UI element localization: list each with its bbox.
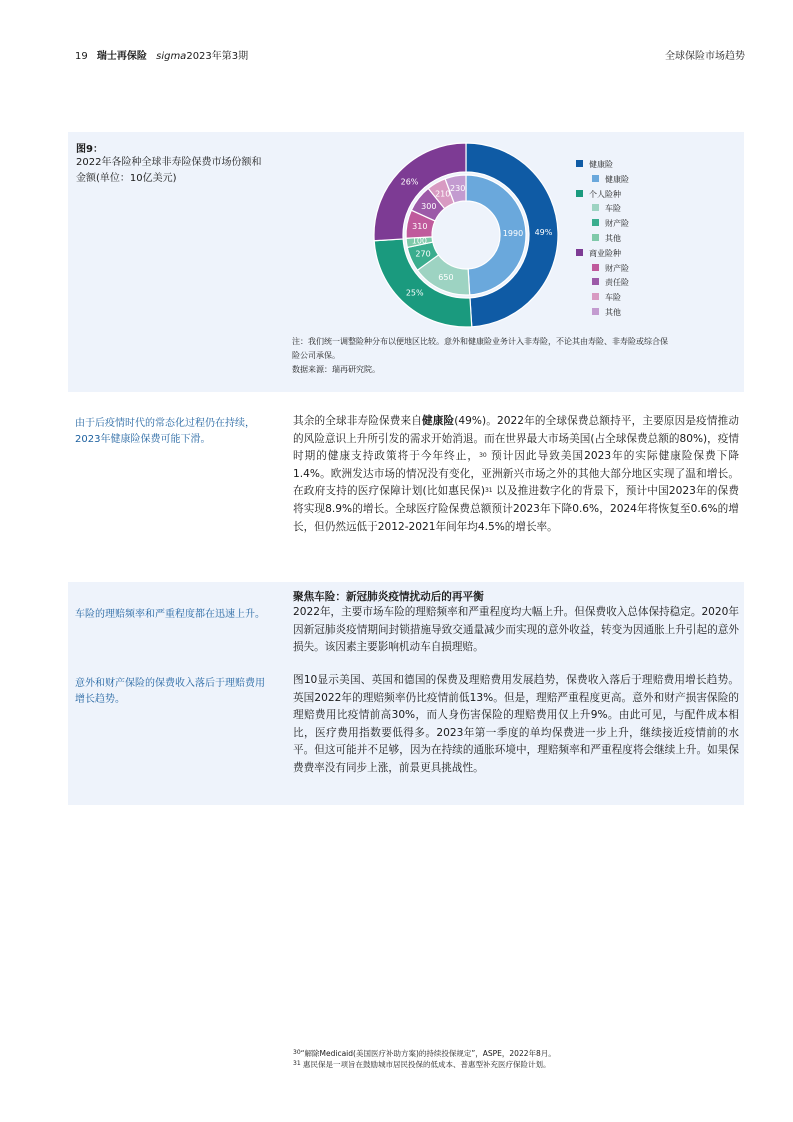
motor-paragraph-2: 图10显示美国、英国和德国的保费及理赔费用发展趋势，保费收入落后于理赔费用增长趋势。英国2022年的理赔频率仍比疫情前低13%。但是，理赔严重程度更高。意外和财产损害保险的理赔费用比疫情前高30%，而人身伤害保险的理赔费用仅上升9%。由此可见，与配件成本相比，医疗费用指数要低得多。2023年第一季度的单均保费进一步上升，继续接近疫情前的水平。但这可能并不足够，因为在持续的通胀环境中，理赔频率和严重程度将会继续上升。如果保费费率没有同步上涨，前景更具挑战性。 xyxy=(293,674,739,774)
footnote-text: 惠民保是一项旨在鼓励城市居民投保的低成本、普惠型补充医疗保险计划。 xyxy=(303,1060,551,1069)
legend-swatch xyxy=(592,175,599,182)
legend-swatch xyxy=(576,160,583,167)
legend-swatch xyxy=(592,293,599,300)
legend-item xyxy=(576,188,629,203)
footnote-ref-31[interactable]: 31 xyxy=(484,487,493,495)
sidebar-note-health: 由于后疫情时代的常态化过程仍在持续，2023年健康险保费可能下滑。 xyxy=(75,418,255,445)
legend-label: 个人险种 xyxy=(589,189,621,199)
outer-slice-label-2: 26% xyxy=(400,177,419,187)
inner-slice-label-3: 100 xyxy=(411,236,428,246)
legend-label: 车险 xyxy=(605,204,621,214)
note-line: 注：我们统一调整险种分布以便地区比较。意外和健康险业务计入非寿险，不论其由寿险、非寿险或综合保 xyxy=(292,337,668,346)
legend-item xyxy=(576,217,629,232)
sidebar-note-motor-claims: 车险的理赔频率和严重程度都在迅速上升。 xyxy=(75,609,265,620)
legend-item xyxy=(576,232,629,247)
section-title: 全球保险市场趋势 xyxy=(665,51,745,62)
inner-slice-label-2: 270 xyxy=(415,249,431,259)
figure-number: 图9： xyxy=(76,144,103,155)
legend-label: 财产险 xyxy=(605,263,629,273)
figure-title: 2022年各险种全球非寿险保费市场份额和金额(单位：10亿美元) xyxy=(76,157,262,184)
legend-swatch xyxy=(576,249,583,256)
legend-label: 其他 xyxy=(605,233,621,243)
outer-slice-label-0: 49% xyxy=(534,228,553,238)
legend-swatch xyxy=(592,219,599,226)
legend-item xyxy=(576,291,629,306)
inner-slice-label-0: 1990 xyxy=(502,229,524,239)
legend-swatch xyxy=(592,308,599,315)
legend-swatch xyxy=(592,234,599,241)
motor-section-heading: 聚焦车险：新冠肺炎疫情扰动后的再平衡 xyxy=(293,591,484,603)
legend-swatch xyxy=(592,278,599,285)
series-name: sigma xyxy=(156,51,187,62)
legend-item xyxy=(576,306,629,321)
page-header xyxy=(75,47,745,63)
legend-label: 其他 xyxy=(605,307,621,317)
motor-paragraph-1: 2022年，主要市场车险的理赔频率和严重程度均大幅上升。但保费收入总体保持稳定。2020年因新冠肺炎疫情期间封锁措施导致交通量减少而实现的意外收益，转变为因通胀上升引起的意外损失。该因素主要影响机动车自损理赔。 xyxy=(293,606,739,654)
chart-legend xyxy=(576,158,629,321)
legend-label: 车险 xyxy=(605,293,621,303)
footnote-text: “解除Medicaid(美国医疗补助方案)的持续投保规定”，ASPE，2022年8月。 xyxy=(300,1049,556,1058)
text-run: 以及推进数字化的背景下，预计中国2023年的保费将实现8.9%的增长。全球医疗险保费总额预计2023年下降0.6%，2024年将恢复至0.6%的增长，但仍然远低于2012-2021年间年均4.5%的增长率。 xyxy=(293,485,739,533)
legend-item xyxy=(576,262,629,277)
legend-item xyxy=(576,158,629,173)
legend-label: 财产险 xyxy=(605,219,629,229)
legend-item xyxy=(576,173,629,188)
legend-item xyxy=(576,247,629,262)
footnote-31 xyxy=(293,1059,733,1070)
legend-swatch xyxy=(592,264,599,271)
note-line: 险公司承保。 xyxy=(292,351,340,360)
figure-panel xyxy=(68,132,744,392)
legend-item xyxy=(576,202,629,217)
text-run: 预计因此导致美国2023年的实际健康险保费下降1.4%。欧洲发达市场的情况没有变化，亚洲新兴市场之外的其他大部分地区实现了温和增长。在政府支持的医疗保障计划(比如惠民保) xyxy=(293,450,740,498)
footnote-number: 30 xyxy=(293,1049,301,1056)
header-left xyxy=(75,47,248,62)
legend-label: 责任险 xyxy=(605,278,629,288)
brand-name: 瑞士再保险 xyxy=(96,51,147,62)
inner-slice-label-5: 300 xyxy=(421,201,437,211)
legend-item xyxy=(576,276,629,291)
figure-note xyxy=(292,335,738,377)
legend-label: 商业险种 xyxy=(589,248,621,258)
issue-label: 2023年第3期 xyxy=(186,51,249,62)
footnote-number: 31 xyxy=(293,1060,301,1067)
health-paragraph xyxy=(293,413,739,536)
sidebar-note-premium-lag: 意外和财产保险的保费收入落后于理赔费用增长趋势。 xyxy=(75,678,265,705)
inner-slice-label-7: 230 xyxy=(450,184,466,194)
outer-slice-label-1: 25% xyxy=(405,288,424,298)
legend-label: 健康险 xyxy=(589,160,613,169)
inner-slice-label-6: 210 xyxy=(435,189,451,199)
legend-swatch xyxy=(576,190,583,197)
source-line: 数据来源：瑞再研究院。 xyxy=(292,365,380,374)
footnotes xyxy=(293,1048,733,1070)
legend-label: 健康险 xyxy=(605,174,629,184)
footnote-30 xyxy=(293,1048,733,1059)
inner-slice-label-1: 650 xyxy=(438,273,454,283)
inner-slice-label-4: 310 xyxy=(412,221,428,231)
text-run: (49%)。2022年的全球保费总额持平，主要原因是疫情推动的风险意识上升所引发的需求开始消退。而在世界最大市场美国(占全球保费总额的80%)，疫情时期的健康支持政策将于今年终止， xyxy=(293,415,740,463)
donut-chart xyxy=(373,142,559,328)
keyword-health: 健康险 xyxy=(422,415,455,427)
text-run: 其余的全球非寿险保费来自 xyxy=(293,415,423,427)
page-number: 19 xyxy=(75,51,88,62)
outer-ring xyxy=(374,143,558,327)
footnote-ref-30[interactable]: 30 xyxy=(479,452,487,460)
legend-swatch xyxy=(592,204,599,211)
